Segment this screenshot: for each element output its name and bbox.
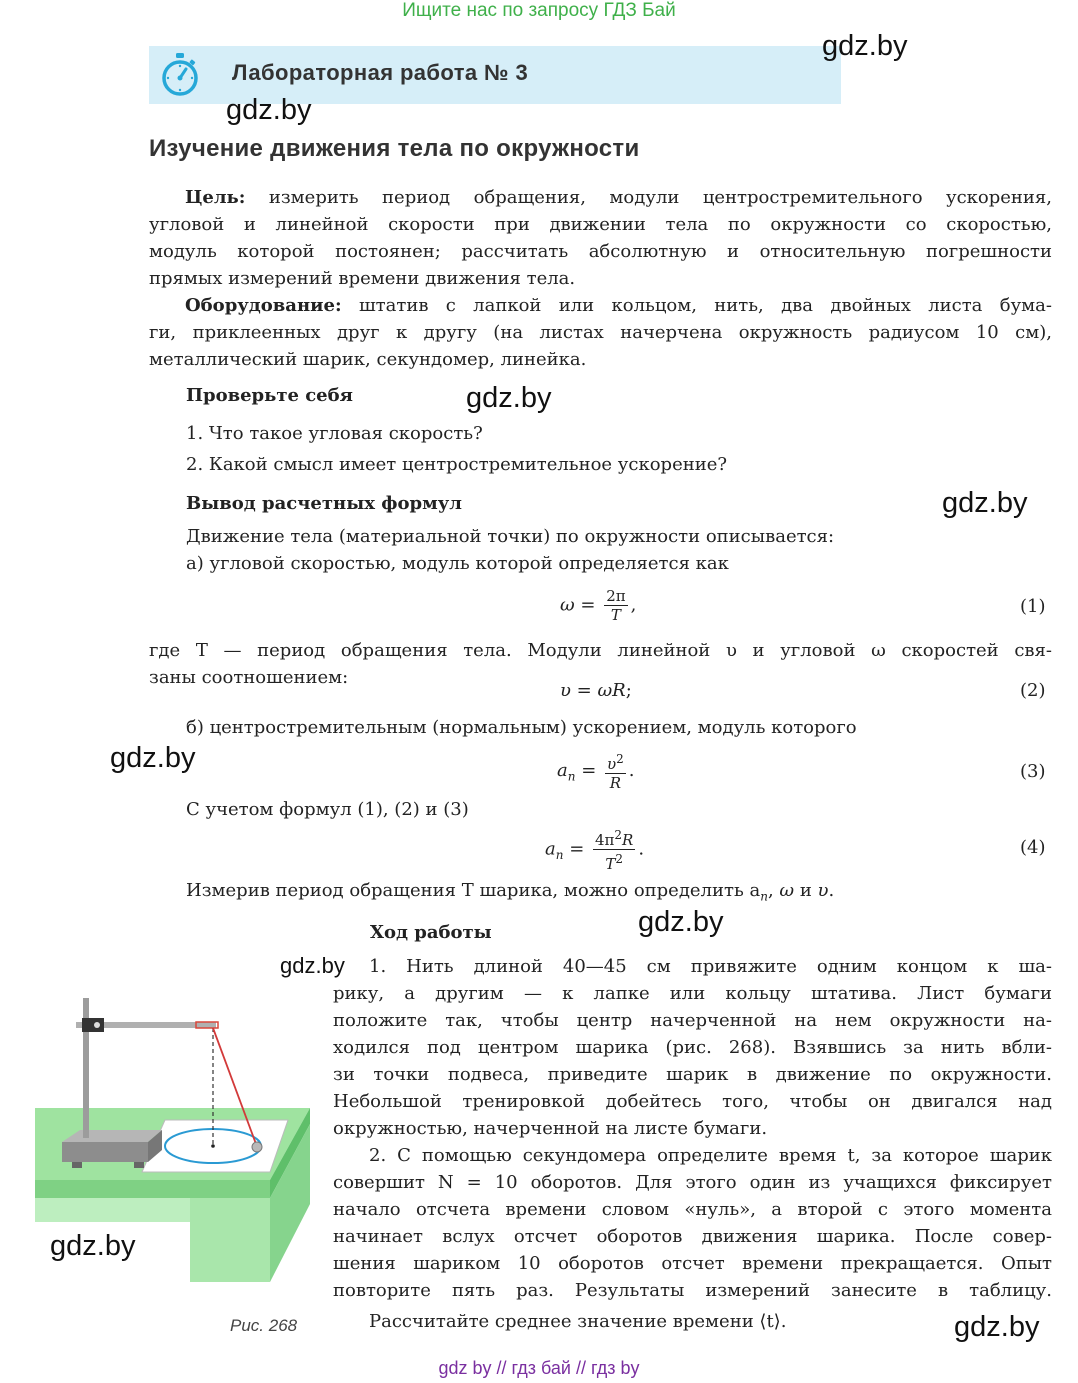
goal-label: Цель: — [185, 187, 246, 208]
procedure-step-2: 2. С помощью секундомера определите время t, за которое шарик совершит N = 10 оборотов. Для этого один из учащихся фиксирует начало отсчета времени словом «нуль», а второй с этого момента начинает вслух отсчет оборотов движения шарика. После совер- шения шариком 10 оборотов отсчет времени прекращается. Опыт повторите пять раз. Результаты измерений занесите в таблицу. — [333, 1145, 1052, 1301]
question-2: 2. Какой смысл имеет центростремительное ускорение? — [186, 454, 728, 475]
watermark: gdz.by — [954, 1311, 1040, 1343]
footer-links: gdz by // гдз бай // гдз by — [438, 1358, 640, 1378]
paper-sheet — [142, 1120, 288, 1172]
formula-4: $a_n$ = $\frac{4\pi^2R}{T^2}$ . — [545, 828, 645, 873]
top-search-note: Ищите нас по запросу ГДЗ Бай — [402, 0, 676, 21]
watermark: gdz.by — [638, 906, 724, 938]
formula-2: υ = ωR; — [560, 680, 632, 701]
experiment-illustration — [30, 990, 315, 1290]
derivation-heading: Вывод расчетных формул — [186, 493, 462, 514]
figure-caption: Рис. 268 — [230, 1316, 298, 1335]
clamp — [82, 1018, 104, 1032]
table-leg — [190, 1198, 270, 1282]
check-heading: Проверьте себя — [186, 385, 353, 406]
goal-paragraph: Цель: измерить период обращения, модули центростремительного ускорения, угловой и линейной скорости при движении тела по окружности со скоростью, модуль которой постоянен; рассчитать абсолютную и относительную погрешности прямых измерений времени движения тела. — [149, 187, 1052, 289]
derivation-line-4: б) центростремительным (нормальным) ускорением, модуль которого — [186, 717, 857, 738]
question-1: 1. Что такое угловая скорость? — [186, 423, 483, 444]
watermark: gdz.by — [226, 94, 312, 126]
watermark: gdz.by — [822, 30, 908, 62]
procedure-heading: Ход работы — [370, 922, 492, 943]
procedure-step-1: 1. Нить длиной 40—45 см привяжите одним концом к ша- рику, а другим — к лапке или кольцу штатива. Лист бумаги положите так, чтобы центр начерченной на нем окружности на- ходился под центром шарика (рис. 268). Взявшись за нить вбли- зи точки подвеса, приведите шарик в движение по окружности. Небольшой тренировкой добейтесь того, чтобы он двигался над окружностью, начерченной на листе бумаги. — [333, 956, 1052, 1139]
equation-number-1: (1) — [1020, 596, 1046, 617]
lab-title: Лабораторная работа № 3 — [232, 60, 529, 85]
equipment-label: Оборудование: — [185, 295, 342, 316]
derivation-line-1: Движение тела (материальной точки) по окружности описывается: — [186, 526, 835, 547]
formula-3: $a_n$ = $\frac{\upsilon^2}{R}$ . — [557, 752, 635, 792]
derivation-line-2: а) угловой скоростью, модуль которой определяется как — [186, 553, 729, 574]
derivation-line-3: где T — период обращения тела. Модули линейной υ и угловой ω скоростей свя- заны соотношением: — [149, 640, 1052, 688]
watermark: gdz.by — [50, 1230, 136, 1262]
stand-base — [62, 1142, 148, 1162]
derivation-line-6: Измерив период обращения T шарика, можно определить $a_n$, ω и υ. — [186, 880, 835, 904]
equation-number-2: (2) — [1020, 680, 1046, 701]
section-title: Изучение движения тела по окружности — [149, 135, 640, 162]
formula-1: ω = $\frac{2\pi}{T}$ , — [560, 587, 637, 624]
equation-number-3: (3) — [1020, 761, 1046, 782]
watermark: gdz.by — [110, 742, 196, 774]
watermark: gdz.by — [280, 953, 345, 978]
derivation-line-5: С учетом формул (1), (2) и (3) — [186, 799, 469, 820]
watermark: gdz.by — [942, 487, 1028, 519]
stopwatch-icon — [160, 52, 200, 98]
procedure-step-3: Рассчитайте среднее значение времени ⟨t⟩. — [369, 1311, 787, 1332]
metal-ball — [252, 1142, 262, 1152]
watermark: gdz.by — [466, 382, 552, 414]
equation-number-4: (4) — [1020, 837, 1046, 858]
equipment-paragraph: Оборудование: штатив с лапкой или кольцом, нить, два двойных листа бума- ги, приклеенных друг к другу (на листах начерчена окружность радиусом 10 см), металлический шарик, секундомер, линейка. — [149, 295, 1052, 370]
